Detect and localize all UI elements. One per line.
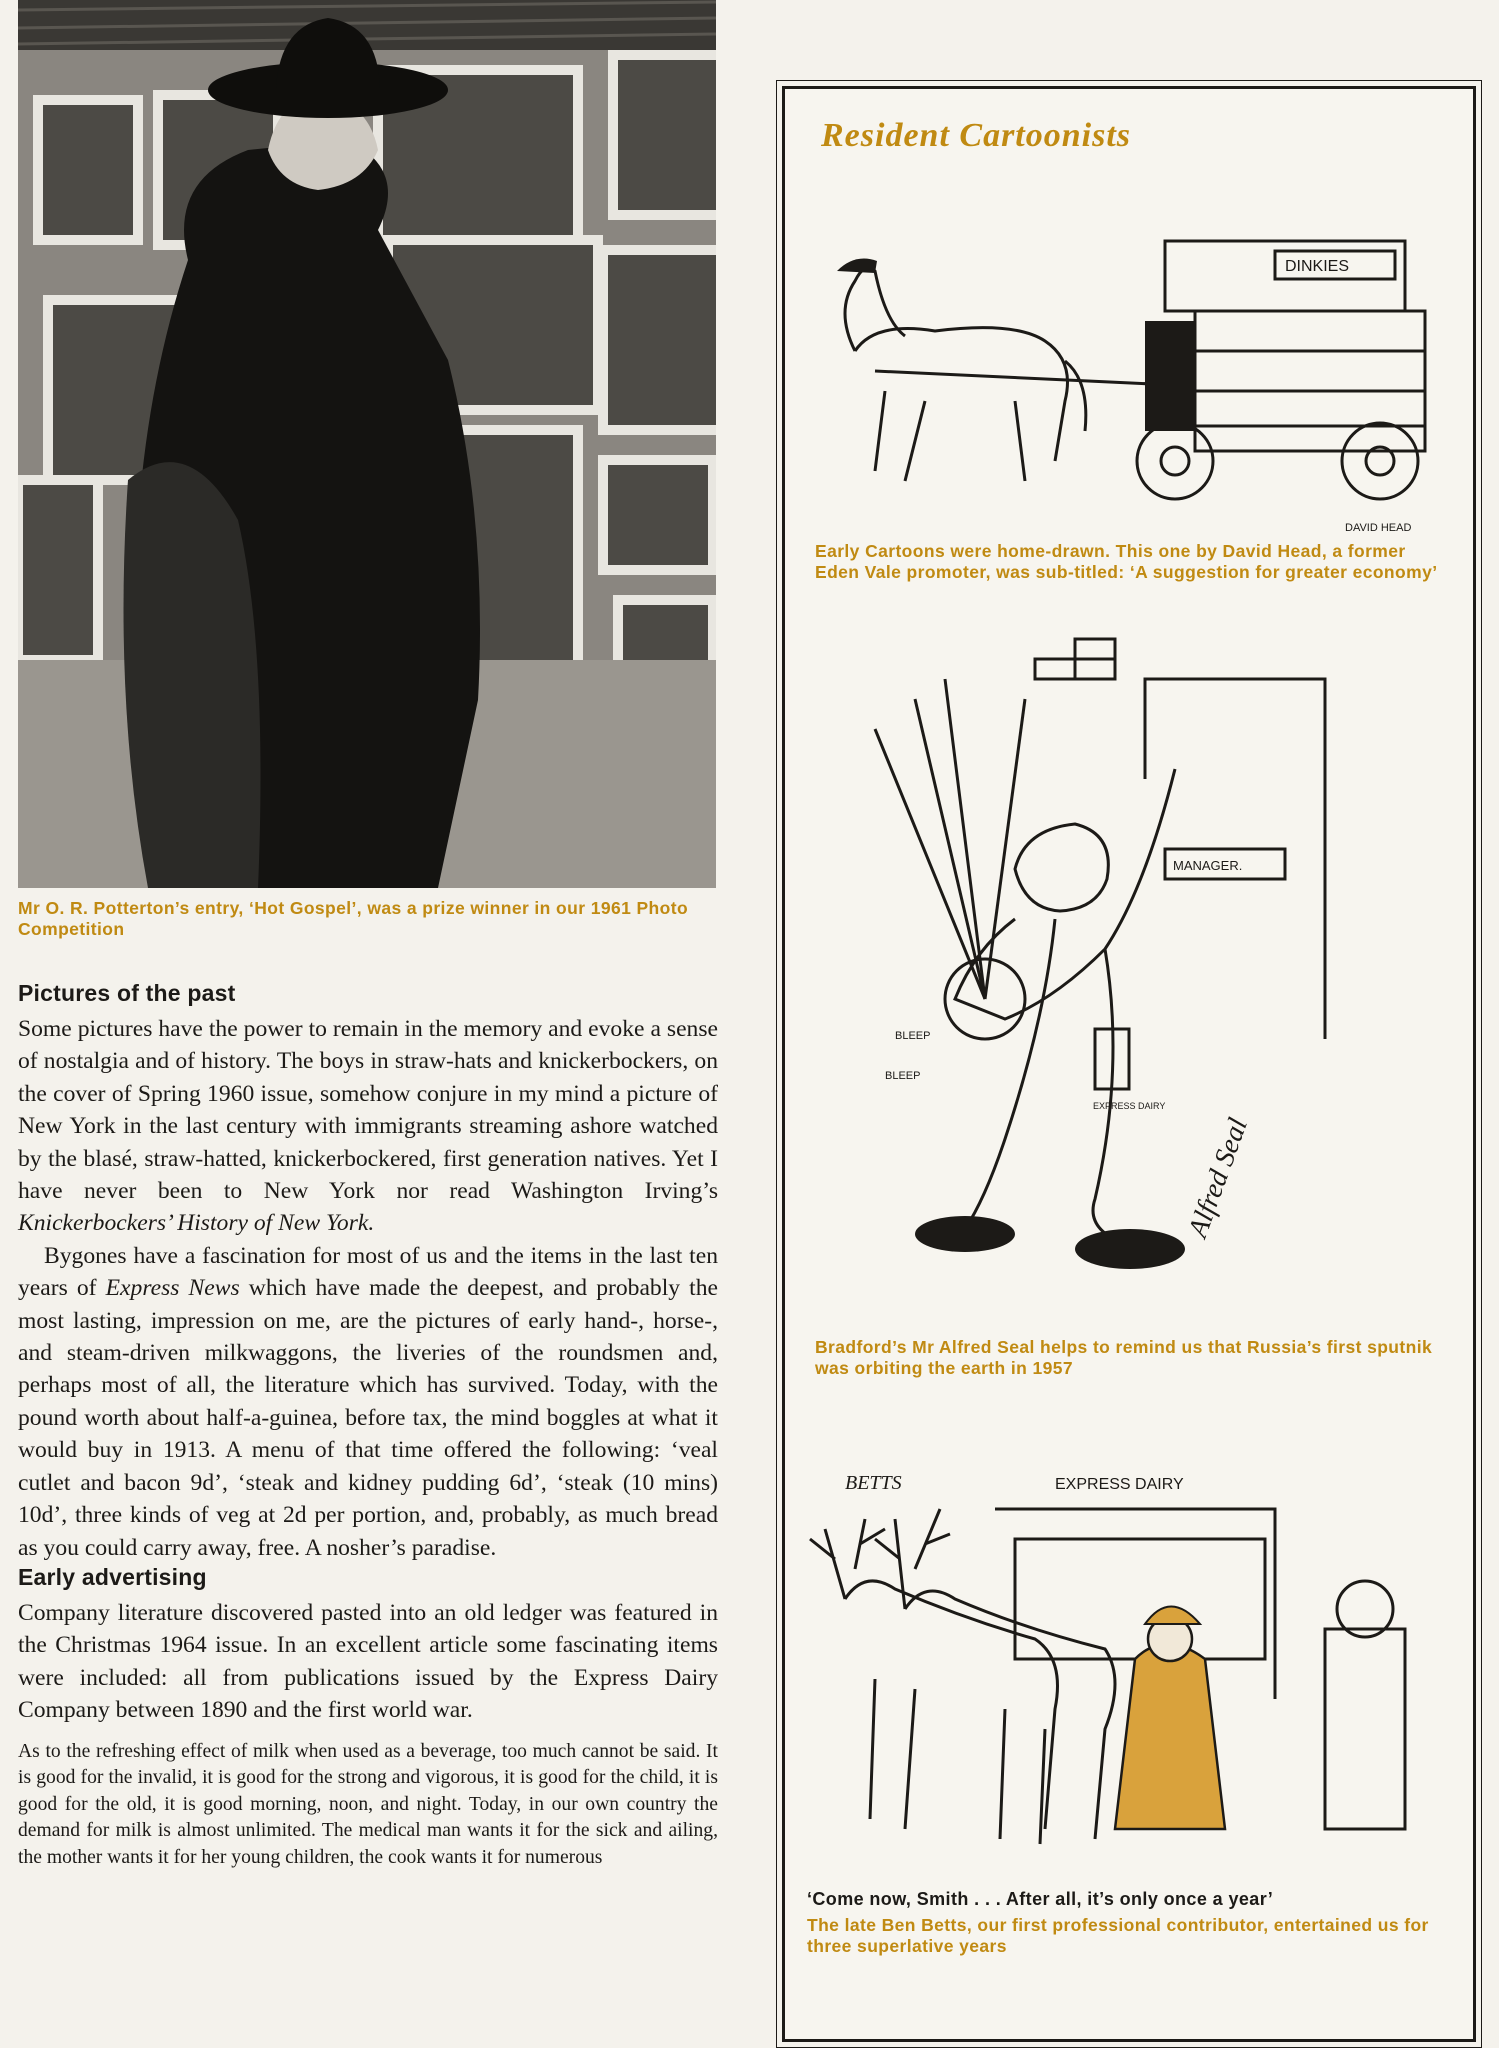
paragraph-pictures-1-text: Some pictures have the power to remain in the memory and evoke a sense of nostalgia and of history. The boys in straw-hats and knickerbockers, on the cover of Spring 1960 issue, somehow conjure in my mind a picture of New York in the last century with immigrants streaming ashore watched by the blasé, straw-hatted, knickerbockered, first generation natives. Yet I have never been to New York nor read Washington Irving’s: [18, 1016, 718, 1205]
exhibition-photo-art: [18, 0, 716, 888]
article-left-column: [18, 980, 718, 1872]
photo-caption: Mr O. R. Potterton’s entry, ‘Hot Gospel’, was a prize winner in our 1961 Photo Competition: [18, 898, 689, 939]
cartoon3-caption: The late Ben Betts, our first professional contributor, entertained us for three superlative years: [807, 1915, 1429, 1956]
cartoon3-signature: BETTS: [845, 1472, 902, 1494]
paragraph-pictures-2-rest: which have made the deepest, and probably the most lasting, impression on me, are the pictures of early hand-, horse-, and steam-driven milkwaggons, the liveries of the roundsmen and, perhaps most of all, the literature which has survived. Today, with the pound worth about half-a-guinea, before tax, the mind boggles at what it would buy in 1913. A menu of that time offered the following: ‘veal cutlet and bacon 9d’, ‘steak and kidney pudding 6d’, ‘steak (10 mins) 10d’, three kinds of veg at 2d per portion, and, probably, as much bread as you could carry away, free. A nosher’s paradise.: [18, 1275, 718, 1561]
publication-name: Express News: [105, 1275, 240, 1302]
cartoon2-door-sign: MANAGER.: [1173, 858, 1243, 873]
cartoon1-caption: Early Cartoons were home-drawn. This one by David Head, a former Eden Vale promoter, was sub-titled: ‘A suggestion for greater economy’: [815, 541, 1438, 582]
exhibition-photo: [18, 0, 716, 888]
cartoon-reindeer: [805, 1449, 1455, 1879]
cartoon3-quote: ‘Come now, Smith . . . After all, it’s only once a year’: [807, 1889, 1274, 1909]
paragraph-advertising-quote: As to the refreshing effect of milk when used as a beverage, too much cannot be said. It is good for the invalid, it is good for the strong and vigorous, it is good for the child, it is good for the old, it is good morning, noon, and night. Today, in our own country the demand for milk is almost unlimited. The medical man wants it for the sick and ailing, the mother wants it for her young children, the cook wants it for numerous: [18, 1740, 718, 1868]
cartoon2-sound-1: BLEEP: [895, 1030, 931, 1042]
cartoon2-sound-2: BLEEP: [885, 1070, 921, 1082]
cartoon-sputnik: [845, 619, 1425, 1319]
paragraph-pictures-2-start: Bygones have a fascination for most of us and the items in the last ten years of: [18, 1242, 718, 1302]
panel-title: Resident Cartoonists: [821, 117, 1132, 154]
paragraph-advertising-1: Company literature discovered pasted into an old ledger was featured in the Christmas 1964 issue. In an excellent article some fascinating items were included: all from publications issued by the Express Dairy Company between 1890 and the first world war.: [18, 1599, 718, 1724]
cartoon-horse-cart: [815, 201, 1445, 541]
cartoon2-bottle-label: EXPRESS DAIRY: [1093, 1101, 1166, 1111]
resident-cartoonists-panel: [782, 86, 1476, 2042]
paragraph-pictures-2: [18, 1240, 718, 1564]
cartoon2-signature: Alfred Seal: [1182, 1114, 1255, 1242]
book-title: Knickerbockers’ History of New York.: [18, 1210, 375, 1237]
section-heading-advertising: Early advertising: [18, 1563, 207, 1590]
cartoon1-sign: DINKIES: [1285, 258, 1350, 275]
cartoon1-signature: DAVID HEAD: [1345, 522, 1412, 534]
section-heading-pictures: Pictures of the past: [18, 980, 236, 1006]
cartoon2-caption: Bradford’s Mr Alfred Seal helps to remind us that Russia’s first sputnik was orbiting the earth in 1957: [815, 1337, 1433, 1378]
cartoon3-sign: EXPRESS DAIRY: [1055, 1476, 1184, 1493]
paragraph-pictures-1: [18, 1013, 718, 1240]
